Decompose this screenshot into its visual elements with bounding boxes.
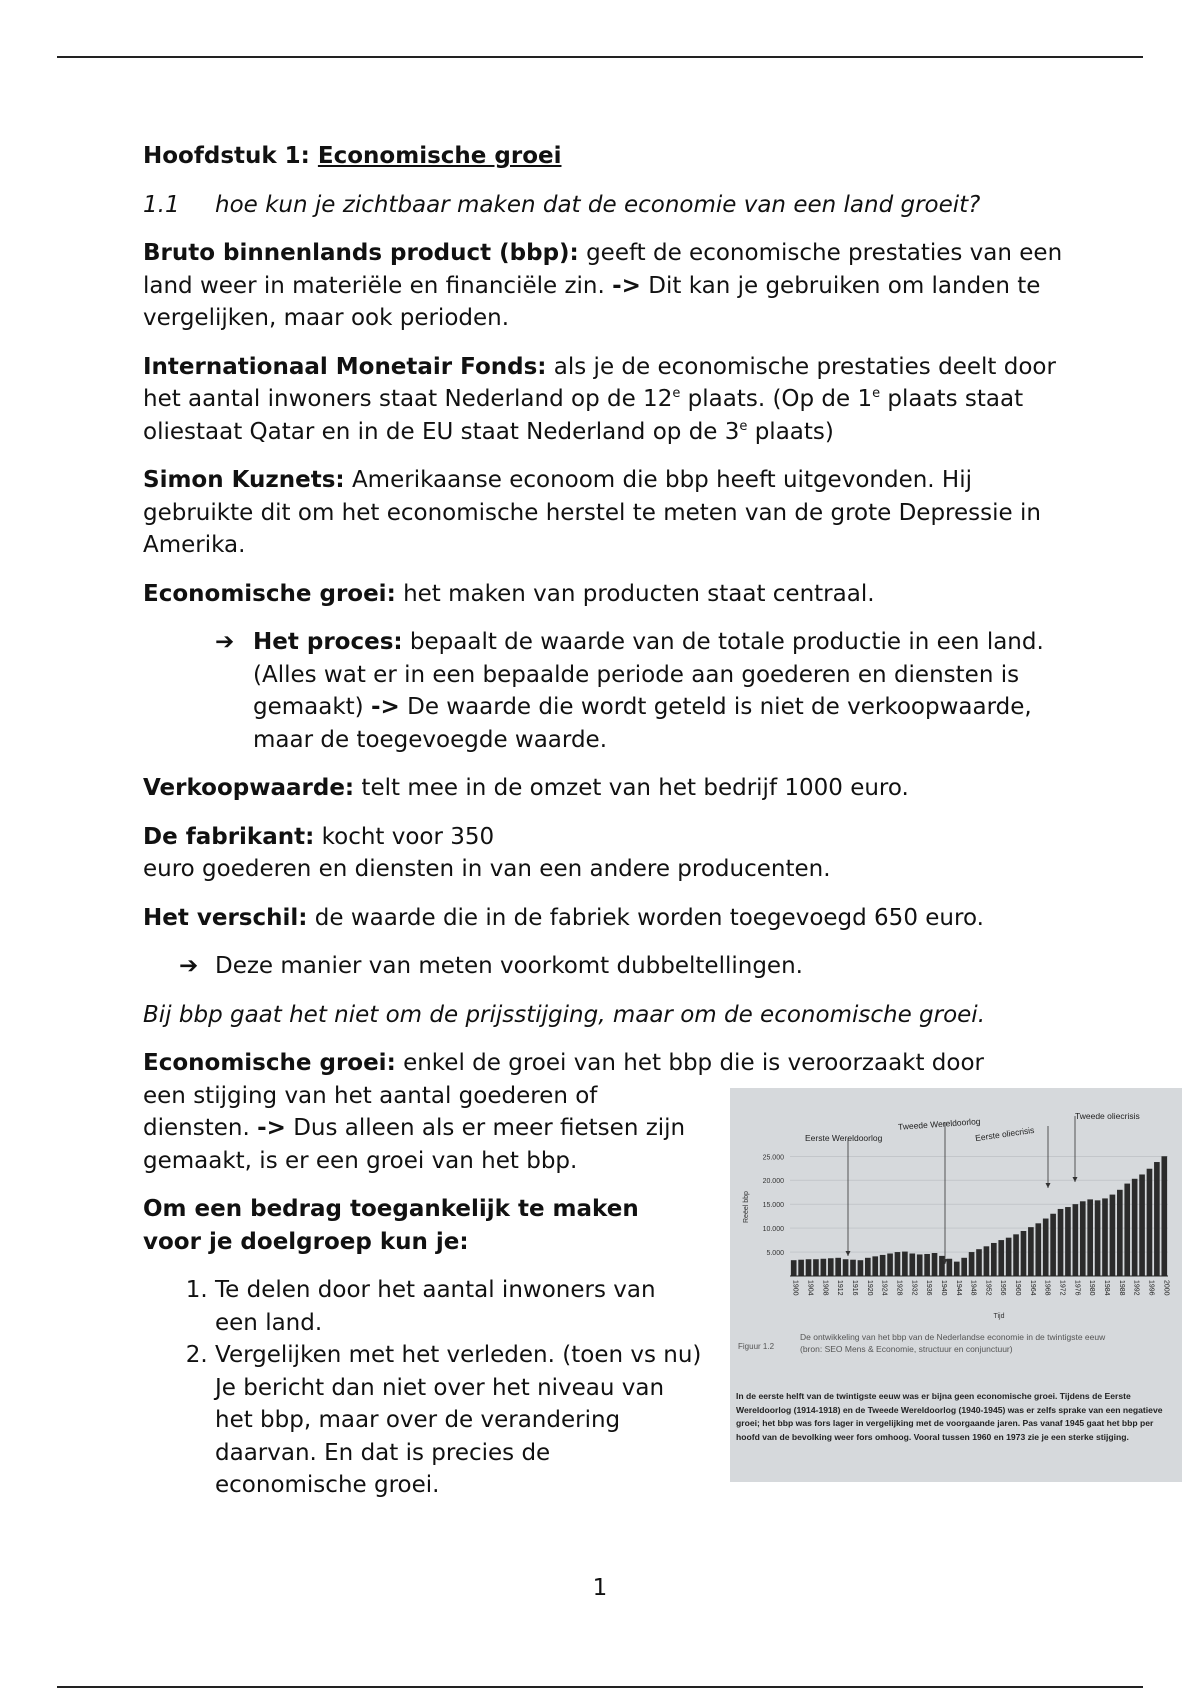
audience-heading: Om een bedrag toegankelijk te maken voor je doelgroep kun je: <box>143 1196 639 1255</box>
page-number: 1 <box>592 1575 608 1601</box>
x-tick-label: 1952 <box>984 1280 992 1296</box>
y-tick-label: 10.000 <box>762 1226 784 1234</box>
list-item: 2. Vergelijken met het verleden. (toen vs nu) Je bericht dan niet over het niveau van het bbp, maar over de verandering daarvan. En dat is precies de economische groei. <box>215 1339 703 1502</box>
bar <box>1117 1190 1123 1276</box>
bbp-figure-photo <box>730 1088 1182 1482</box>
difference-term: Het verschil: <box>143 904 308 931</box>
bar <box>1035 1223 1041 1276</box>
bar <box>887 1253 893 1276</box>
bar <box>917 1254 923 1276</box>
bar <box>872 1256 878 1276</box>
bar <box>947 1259 953 1276</box>
bar <box>932 1253 938 1276</box>
bar <box>924 1254 930 1276</box>
bar <box>798 1260 804 1276</box>
x-tick-label: 1936 <box>925 1280 933 1296</box>
figure-body-text: In de eerste helft van de twintigste eeuw was er bijna geen economische groei. Tijdens de Eerste Wereldoorlog (1914-1918) en de Tweede Wereldoorlog (1940-1945) was er zelfs sprake van een negatieve groei; het bbp was fors lager in vergelijking met de voorgaande jaren. Pas vanaf 1945 gaat het bbp per hoofd van de bevolking weer fors omhoog. Vooral tussen 1960 en 1973 zie je een sterke stijging. <box>736 1391 1163 1442</box>
x-tick-label: 1912 <box>836 1280 844 1296</box>
bar <box>1139 1174 1145 1276</box>
header-rule <box>57 56 1143 58</box>
x-tick-label: 1948 <box>969 1280 977 1296</box>
bar <box>1058 1209 1064 1276</box>
section-title: hoe kun je zichtbaar maken dat de economie van een land groeit? <box>215 191 981 218</box>
bar <box>1147 1169 1153 1276</box>
bar <box>1102 1198 1108 1276</box>
bar <box>791 1260 797 1276</box>
footer-rule <box>57 1686 1143 1688</box>
x-tick-label: 1932 <box>910 1280 918 1296</box>
left-column <box>143 1080 703 1502</box>
bar <box>939 1256 945 1276</box>
growth-definition-2-cont: een stijging van het aantal goederen of diensten. -> Dus alleen als er meer fietsen zijn gemaakt, is er een groei van het bbp. <box>143 1082 686 1174</box>
x-tick-label: 1944 <box>954 1280 962 1296</box>
y-tick-label: 25.000 <box>762 1154 784 1162</box>
process-item: ➔ Het proces: bepaalt de waarde van de totale productie in een land. (Alles wat er in een bepaalde periode aan goederen en diensten is gemaakt) -> De waarde die wordt geteld is niet de verkoopwaarde, maar de toegevoegde waarde. <box>143 626 1063 756</box>
growth-term-2: Economische groei: <box>143 1050 396 1076</box>
arrow-icon: -> <box>612 272 641 299</box>
bar <box>865 1258 871 1276</box>
bar <box>806 1259 812 1276</box>
x-tick-label: 1972 <box>1058 1280 1066 1296</box>
bar <box>976 1249 982 1276</box>
bar <box>850 1260 856 1276</box>
bar <box>1087 1199 1093 1276</box>
bar <box>1124 1184 1130 1276</box>
bbp-term: Bruto binnenlands product (bbp): <box>143 240 579 266</box>
sales-term: Verkoopwaarde: <box>143 775 355 801</box>
double-count-item: ➔ Deze manier van meten voorkomt dubbeltellingen. <box>143 950 1063 983</box>
bar <box>1065 1207 1071 1276</box>
bar <box>880 1255 886 1276</box>
x-tick-label: 1992 <box>1132 1280 1140 1296</box>
bar <box>902 1252 908 1276</box>
y-axis-label: Reëel bbp <box>743 1191 750 1223</box>
imf-term: Internationaal Monetair Fonds: <box>143 353 547 380</box>
audience-list <box>143 1274 703 1502</box>
italic-note: Bij bbp gaat het niet om de prijsstijging, maar om de economische groei. <box>143 1001 986 1028</box>
bar <box>991 1243 997 1276</box>
x-tick-label: 1984 <box>1103 1280 1110 1296</box>
bar <box>821 1259 827 1276</box>
kuznets-definition: Simon Kuznets: Amerikaanse econoom die bbp heeft uitgevonden. Hij gebruikte dit om het economische herstel te meten van de grote Depressie in Amerika. <box>143 467 1041 558</box>
y-tick-label: 20.000 <box>762 1178 784 1186</box>
arrow-icon: -> <box>257 1115 286 1141</box>
y-tick-label: 5.000 <box>766 1250 784 1258</box>
bar <box>858 1260 864 1276</box>
x-tick-label: 1996 <box>1147 1280 1155 1296</box>
x-tick-label: 1904 <box>806 1280 814 1296</box>
bar <box>843 1259 849 1276</box>
bar <box>909 1253 915 1276</box>
annotation-oil2: Tweede oliecrisis <box>1075 1111 1140 1121</box>
x-tick-label: 1980 <box>1088 1280 1096 1296</box>
bar <box>895 1252 901 1276</box>
x-tick-label: 1988 <box>1117 1280 1125 1296</box>
bar <box>1006 1238 1012 1276</box>
bar <box>1154 1162 1160 1276</box>
x-tick-label: 1908 <box>821 1280 829 1296</box>
bar <box>1080 1201 1086 1276</box>
bar <box>1050 1214 1056 1276</box>
x-tick-label: 1968 <box>1043 1280 1051 1296</box>
chapter-heading <box>143 140 1063 173</box>
bar <box>1110 1195 1116 1276</box>
growth-term: Economische groei: <box>143 580 396 607</box>
kuznets-term: Simon Kuznets: <box>143 467 345 493</box>
section-number: 1.1 <box>143 191 180 218</box>
annotation-ww2: Tweede Wereldoorlog <box>897 1116 981 1132</box>
x-tick-label: 1900 <box>791 1280 799 1296</box>
manufacturer-term: De fabrikant: <box>143 823 315 850</box>
bar <box>813 1259 819 1276</box>
x-tick-label: 1940 <box>939 1280 947 1296</box>
bar <box>961 1258 967 1276</box>
arrow-icon: -> <box>370 694 400 720</box>
bar <box>828 1258 834 1276</box>
bar <box>1073 1204 1079 1276</box>
difference-text: Het verschil: de waarde die in de fabriek worden toegevoegd 650 euro. <box>143 904 984 931</box>
bar <box>1095 1200 1101 1276</box>
x-tick-label: 1916 <box>851 1280 858 1296</box>
bar <box>969 1252 975 1276</box>
y-tick-label: 15.000 <box>762 1202 784 1210</box>
x-tick-label: 2000 <box>1162 1280 1170 1296</box>
bbp-definition: Bruto binnenlands product (bbp): geeft de economische prestaties van een land weer in materiële en financiële zin. -> Dit kan je gebruiken om landen te vergelijken, maar ook perioden. <box>143 240 1063 331</box>
bar <box>1132 1179 1138 1276</box>
x-tick-label: 1956 <box>999 1280 1007 1296</box>
list-item: 1. Te delen door het aantal inwoners van een land. <box>215 1274 703 1339</box>
x-tick-label: 1960 <box>1014 1280 1022 1296</box>
growth-definition: Economische groei: het maken van producten staat centraal. <box>143 580 875 607</box>
figure-caption: De ontwikkeling van het bbp van de Nederlandse economie in de twintigste eeuw (bron: SEO Mens & Economie, structuur en conjunctuur) <box>800 1332 1106 1354</box>
process-term: Het proces: <box>253 629 403 655</box>
bar <box>1161 1156 1167 1276</box>
annotation-oil1: Eerste oliecrisis <box>974 1124 1035 1144</box>
x-tick-label: 1920 <box>865 1280 873 1296</box>
bar <box>1021 1231 1027 1276</box>
x-tick-label: 1924 <box>880 1280 888 1296</box>
bar <box>835 1258 841 1276</box>
x-axis-label: Tijd <box>993 1313 1005 1320</box>
annotation-ww1: Eerste Wereldoorlog <box>805 1133 883 1143</box>
arrowhead <box>846 1251 851 1256</box>
x-tick-label: 1928 <box>895 1280 903 1296</box>
imf-definition: Internationaal Monetair Fonds: als je de economische prestaties deelt door het aantal inwoners staat Nederland op de 12e plaats. (Op de 1e plaats staat oliestaat Qatar en in de EU staat Nederland op de 3e plaats) <box>143 353 1056 445</box>
figure-label: Figuur 1.2 <box>738 1342 775 1351</box>
x-tick-label: 1976 <box>1073 1280 1081 1296</box>
bar <box>984 1246 990 1276</box>
arrowhead <box>1073 1177 1078 1182</box>
chapter-prefix: Hoofdstuk 1: <box>143 143 318 169</box>
bar <box>1028 1227 1034 1276</box>
bar <box>1013 1234 1019 1276</box>
chapter-title: Economische groei <box>317 143 562 169</box>
growth-definition-2: Economische groei: enkel de groei van het bbp die is veroorzaakt door <box>143 1050 985 1076</box>
sales-value: Verkoopwaarde: telt mee in de omzet van het bedrijf 1000 euro. <box>143 775 909 801</box>
bar <box>954 1262 960 1276</box>
arrow-right-icon: ➔ <box>179 953 199 979</box>
arrow-right-icon: ➔ <box>215 629 235 655</box>
arrowhead <box>1046 1183 1051 1188</box>
bar <box>998 1240 1004 1276</box>
bar <box>1043 1219 1049 1276</box>
x-tick-label: 1964 <box>1028 1280 1036 1296</box>
manufacturer-text: De fabrikant: kocht voor 350 euro goederen en diensten in van een andere producenten. <box>143 823 831 882</box>
section-heading <box>143 189 1063 222</box>
